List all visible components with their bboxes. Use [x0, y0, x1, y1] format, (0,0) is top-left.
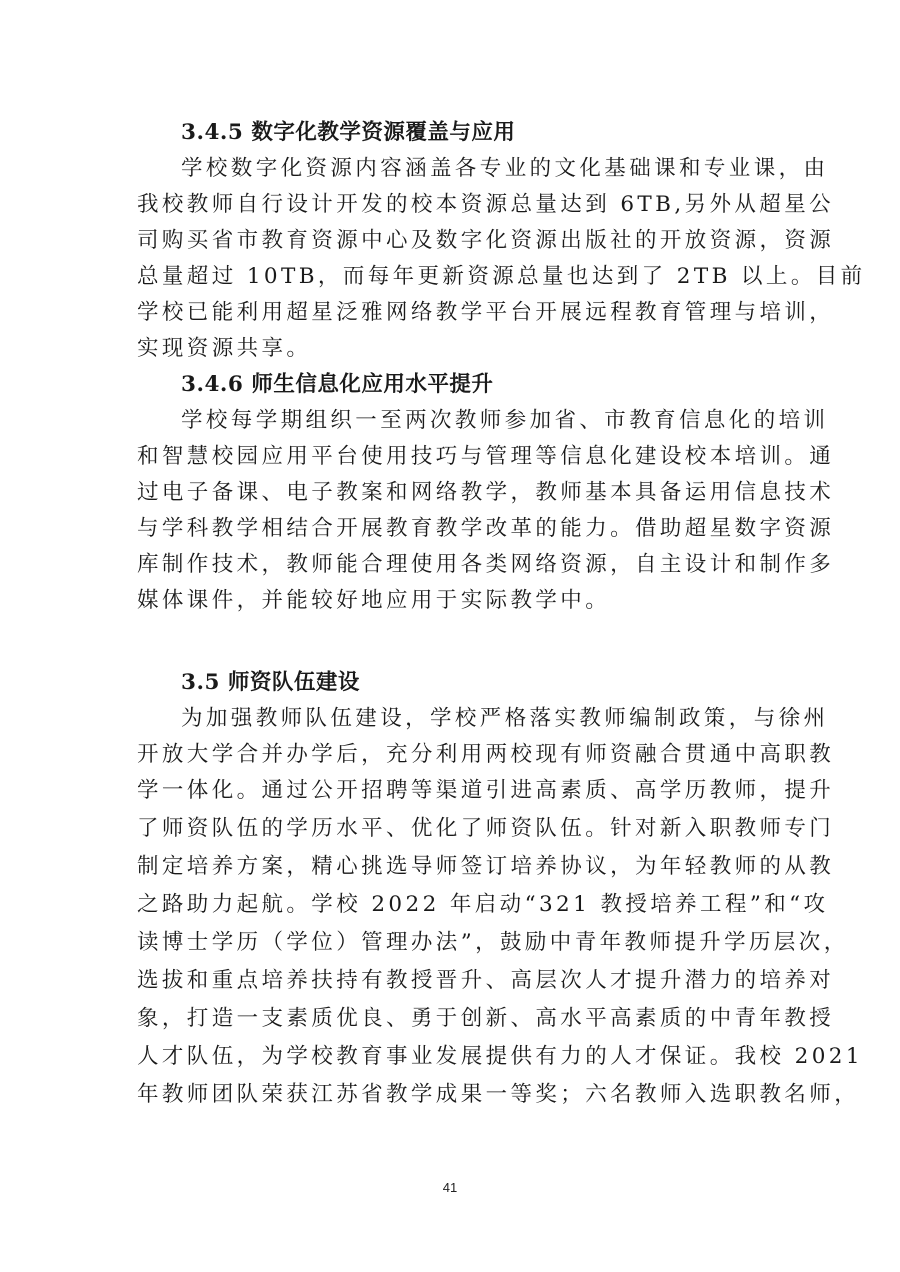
- paragraph-line: 选拔和重点培养扶持有教授晋升、高层次人才提升潜力的培养对: [137, 968, 835, 993]
- paragraph-line: 人才队伍，为学校教育事业发展提供有力的人才保证。我校 2021: [137, 1044, 863, 1069]
- paragraph-line: 学校每学期组织一至两次教师参加省、市教育信息化的培训: [181, 408, 829, 433]
- paragraph-line: 我校教师自行设计开发的校本资源总量达到 6TB,另外从超星公: [137, 192, 834, 217]
- paragraph-line: 学校已能利用超星泛雅网络教学平台开展远程教育管理与培训，: [137, 300, 835, 325]
- paragraph-line: 制定培养方案，精心挑选导师签订培养协议，为年轻教师的从教: [137, 854, 835, 879]
- paragraph-line: 之路助力起航。学校 2022 年启动“321 教授培养工程”和“攻: [137, 892, 829, 917]
- paragraph-line: 象，打造一支素质优良、勇于创新、高水平高素质的中青年教授: [137, 1006, 835, 1031]
- paragraph-line: 年教师团队荣获江苏省教学成果一等奖；六名教师入选职教名师，: [137, 1082, 860, 1107]
- paragraph-line: 库制作技术，教师能合理使用各类网络资源，自主设计和制作多: [137, 552, 835, 577]
- section-heading-3-4-5: 3.4.5 数字化教学资源覆盖与应用: [181, 120, 516, 145]
- paragraph-line: 媒体课件，并能较好地应用于实际教学中。: [137, 588, 611, 613]
- paragraph-line: 了师资队伍的学历水平、优化了师资队伍。针对新入职教师专门: [137, 816, 835, 841]
- paragraph-line: 学一体化。通过公开招聘等渠道引进高素质、高学历教师，提升: [137, 778, 835, 803]
- paragraph-line: 实现资源共享。: [137, 336, 312, 361]
- page-number: 41: [442, 1180, 458, 1195]
- paragraph-line: 读博士学历（学位）管理办法”，鼓励中青年教师提升学历层次，: [137, 930, 849, 955]
- paragraph-line: 总量超过 10TB，而每年更新资源总量也达到了 2TB 以上。目前: [137, 264, 866, 289]
- section-heading-3-4-6: 3.4.6 师生信息化应用水平提升: [181, 372, 494, 397]
- paragraph-line: 与学科教学相结合开展教育教学改革的能力。借助超星数字资源: [137, 516, 835, 541]
- paragraph-line: 司购买省市教育资源中心及数字化资源出版社的开放资源，资源: [137, 228, 835, 253]
- paragraph-line: 为加强教师队伍建设，学校严格落实教师编制政策，与徐州: [181, 706, 829, 731]
- paragraph-line: 开放大学合并办学后，充分利用两校现有师资融合贯通中高职教: [137, 742, 835, 767]
- section-heading-3-5: 3.5 师资队伍建设: [181, 670, 360, 695]
- paragraph-line: 过电子备课、电子教案和网络教学，教师基本具备运用信息技术: [137, 480, 835, 505]
- paragraph-line: 学校数字化资源内容涵盖各专业的文化基础课和专业课，由: [181, 156, 829, 181]
- paragraph-line: 和智慧校园应用平台使用技巧与管理等信息化建设校本培训。通: [137, 444, 835, 469]
